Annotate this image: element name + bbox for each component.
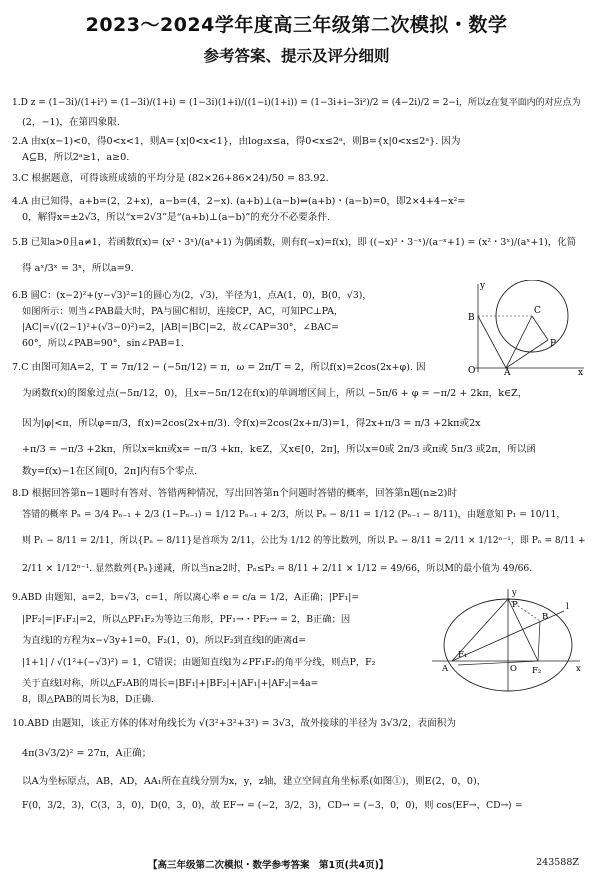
fig6-label-a: A bbox=[504, 368, 511, 375]
footer-doc-code: 243588Z bbox=[536, 857, 579, 868]
answer-9-line-2: |PF₂|=|F₁F₂|=2，所以△PF₁F₂为等边三角形，PF₁→・PF₂→ = 2，B正确；因 bbox=[22, 614, 351, 625]
answer-8-line-1: 8.D 根据回答第n−1题时有答对、答错两种情况，写出回答第n个问题时答错的概率，回答第n题(n≥2)时 bbox=[12, 488, 457, 499]
answer-2-line-1: 2.A 由x(x−1)<0，得0<x<1，则A={x|0<x<1}，由log₂x≤a，得0<x≤2ᵃ，则B={x|0<x≤2ᵃ}. 因为 bbox=[12, 136, 461, 147]
fig6-label-x: x bbox=[578, 368, 584, 375]
answer-6-line-2: 如图所示：则当∠PAB最大时，PA与圆C相切，连接CP，AC，可知PC⊥PA， bbox=[22, 306, 344, 317]
answer-9-line-3: 为直线l的方程为x−√3y+1=0，F₂(1，0)，所以F₂到直线l的距离d= bbox=[22, 635, 307, 646]
document-title: 2023～2024学年度高三年级第二次模拟・数学 bbox=[85, 14, 508, 36]
fig9-label-f2: F₂ bbox=[532, 666, 542, 676]
fig6-label-b: B bbox=[468, 313, 475, 323]
fig6-label-p: P bbox=[550, 339, 557, 349]
answer-10-line-2: 4π(3√3/2)² = 27π，A正确； bbox=[22, 748, 152, 759]
answer-8-line-4: 2/11 × 1/12ⁿ⁻¹. 显然数列{Pₙ}递减，所以当n≥2时，Pₙ≤P₂ = 8/11 + 2/11 × 1/12 = 49/66，所以M的最小值为 49/66. bbox=[22, 563, 533, 574]
fig9-label-l: l bbox=[566, 602, 569, 612]
fig9-label-f1: F₁ bbox=[458, 650, 468, 660]
answer-5-line-2: 得 aˣ/3ˣ = 3ˣ，所以a=9. bbox=[22, 263, 134, 274]
answer-6-line-3: |AC|=√((2−1)²+(√3−0)²)=2，|AB|=|BC|=2，故∠CAP=30°，∠BAC= bbox=[22, 322, 339, 333]
answer-6-line-4: 60°，所以∠PAB=90°，sin∠PAB=1. bbox=[22, 338, 184, 349]
answer-10-line-1: 10.ABD 由题知，该正方体的体对角线长为 √(3²+3²+3²) = 3√3，故外接球的半径为 3√3/2，表面积为 bbox=[12, 718, 456, 729]
fig9-label-a: A bbox=[442, 664, 449, 674]
answer-1-line-1: 1.D z = (1−3i)/(1+i²) = (1−3i)/(1+i) = (1−3i)(1+i)/((1−i)(1+i)) = (1−3i+i−3i²)/2 = (4−2i)/2 = 2−i，所以z在复平面内的对应点为 bbox=[12, 98, 581, 108]
answer-1-line-2: (2，−1)，在第四象限. bbox=[22, 117, 120, 128]
answer-4-line-1: 4.A 由已知得，a+b=(2，2+x)，a−b=(4，2−x). (a+b)⊥(a−b)⇔(a+b)・(a−b)=0，即2×4+4−x²= bbox=[12, 196, 466, 207]
answer-9-line-5: 关于直线l对称，所以△F₂AB的周长=|BF₁|+|BF₂|+|AF₁|+|AF₂|=4a= bbox=[22, 678, 319, 689]
answer-8-line-3: 则 P₁ − 8/11 = 2/11，所以{Pₙ − 8/11}是首项为 2/11，公比为 1/12 的等比数列，所以 Pₙ − 8/11 = 2/11 × 1/12ⁿ⁻¹，即 Pₙ = 8/11 + bbox=[22, 536, 586, 546]
answer-7-line-2: 为函数f(x)的图象过点(−5π/12，0)，且x=−5π/12在f(x)的单调增区间上，所以 −5π/6 + φ = −π/2 + 2kπ，k∈Z， bbox=[22, 388, 528, 399]
answer-2-line-2: A⊆B，所以2ᵃ≥1，a≥0. bbox=[22, 152, 130, 163]
fig9-label-p: P bbox=[512, 600, 518, 610]
fig6-label-y: y bbox=[480, 281, 486, 291]
answer-4-line-2: 0，解得x=±2√3，所以“x=2√3”是“(a+b)⊥(a−b)”的充分不必要条件. bbox=[22, 212, 331, 223]
answer-7-line-1: 7.C 由图可知A=2，T = 7π/12 − (−5π/12) = π，ω = 2π/T = 2，所以f(x)=2cos(2x+φ). 因 bbox=[12, 362, 426, 373]
answer-8-line-2: 答错的概率 Pₙ = 3/4 Pₙ₋₁ + 2/3 (1−Pₙ₋₁) = 1/12 Pₙ₋₁ + 2/3，所以 Pₙ − 8/11 = 1/12 (Pₙ₋₁ − 8/11)，由题意知 P₁ = 10/11， bbox=[22, 509, 566, 520]
fig9-label-o: O bbox=[510, 664, 517, 674]
answer-7-line-5: 数y=f(x)−1在区间[0，2π]内有5个零点. bbox=[22, 466, 198, 477]
fig9-label-y: y bbox=[512, 588, 517, 598]
answer-5-line-1: 5.B 已知a>0且a≠1，若函数f(x)= (x²・3ˣ)/(aˣ+1) 为偶函数，则有f(−x)=f(x)，即 ((−x)²・3⁻ˣ)/(a⁻ˣ+1) = (x²・3ˣ)/(aˣ+1)，化简 bbox=[12, 237, 576, 248]
answer-3-line-1: 3.C 根据题意，可得该班成绩的平均分是 (82×26+86×24)/50 = 83.92. bbox=[12, 173, 329, 184]
figure-9-ellipse-diagram bbox=[428, 585, 586, 695]
fig9-label-x: x bbox=[576, 664, 581, 674]
fig6-label-o: O bbox=[468, 366, 476, 375]
document-subtitle: 参考答案、提示及评分细则 bbox=[203, 47, 390, 65]
answer-9-line-4: |1+1| / √(1²+(−√3)²) = 1，C错误；由题知直线l为∠PF₁F₂的角平分线，则点P，F₂ bbox=[22, 657, 376, 668]
figure-6-circle-diagram bbox=[466, 280, 588, 375]
fig6-label-c: C bbox=[534, 306, 541, 316]
answer-10-line-3: 以A为坐标原点，AB，AD，AA₁所在直线分别为x，y，z轴，建立空间直角坐标系(如图①)，则E(2，0，0)， bbox=[22, 776, 487, 787]
footer-page-info: 【高三年级第二次模拟・数学参考答案 第1页(共4页)】 bbox=[148, 860, 389, 871]
answer-9-line-1: 9.ABD 由题知，a=2，b=√3，c=1，所以离心率 e = c/a = 1/2，A正确；|PF₁|= bbox=[12, 592, 360, 603]
answer-7-line-3: 因为|φ|<π，所以φ=π/3，f(x)=2cos(2x+π/3). 令f(x)=2cos(2x+π/3)=1，得2x+π/3 = π/3 +2kπ或2x bbox=[22, 418, 481, 429]
answer-7-line-4: +π/3 = −π/3 +2kπ，所以x=kπ或x= −π/3 +kπ，k∈Z，又x∈[0，2π]，所以x=0或 2π/3 或π或 5π/3 或2π，所以函 bbox=[22, 444, 537, 455]
answer-9-line-6: 8，即△PAB的周长为8，D正确. bbox=[22, 694, 155, 705]
answer-10-line-4: F(0，3/2，3)，C(3，3，0)，D(0，3，0)，故 EF→ = (−2，3/2，3)，CD→ = (−3，0，0)，则 cos⟨EF→，CD→⟩ = bbox=[22, 800, 523, 811]
answer-6-line-1: 6.B 圆C：(x−2)²+(y−√3)²=1的圆心为(2，√3)，半径为1，点A(1，0)，B(0，√3)， bbox=[12, 290, 372, 301]
fig9-label-b: B bbox=[542, 612, 549, 622]
